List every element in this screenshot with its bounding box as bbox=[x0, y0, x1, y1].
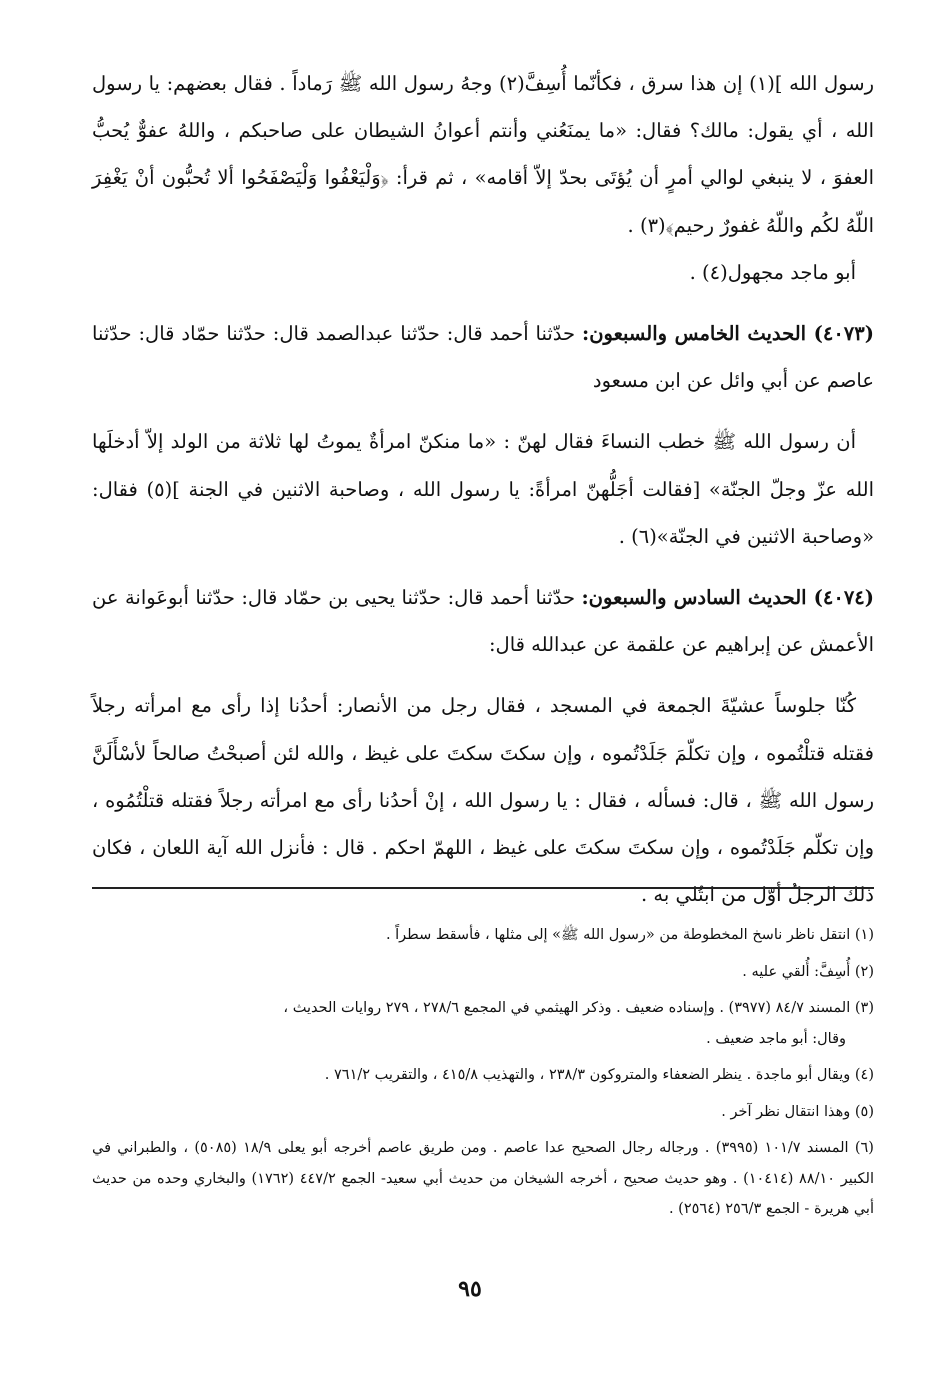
page-number: ٩٥ bbox=[458, 1276, 482, 1302]
footnote-separator bbox=[92, 887, 874, 889]
footnote-5 bbox=[92, 1097, 874, 1128]
footnote-2-text: (٢) أُسِفَّ: أُلقي عليه . bbox=[742, 963, 874, 980]
footnote-4 bbox=[92, 1060, 874, 1091]
paragraph-3: أن رسول الله ﷺ خطب النساءَ فقال لهنّ : «ما منكنّ امرأةٌ يموتُ لها ثلاثة من الولد إلاّ أدخلَها الله عزّ وجلّ الجنّة» [فقالت أجَلُّهنّ امرأةً: يا رسول الله ، وصاحبة الاثنين في الجنة ](٥) فقال: «وصاحبة الاثنين في الجنّة»(٦) . bbox=[92, 430, 874, 548]
hadith-4073-chain: حدّثنا أحمد قال: حدّثنا عبدالصمد قال: حدّثنا حمّاد قال: حدّثنا عاصم عن أبي وائل عن ابن مسعود bbox=[92, 322, 874, 393]
hadith-4074 bbox=[92, 574, 874, 668]
hadith-4073-heading: (٤٠٧٣) الحديث الخامس والسبعون: bbox=[582, 322, 874, 346]
footnote-3-text: (٣) المسند ٨٤/٧ (٣٩٧٧) . وإسناده ضعيف . وذكر الهيثمي في المجمع ٢٧٨/٦ ، ٢٧٩ روايات الحديث ، bbox=[283, 1000, 874, 1016]
footnote-4-text: (٤) ويقال أبو ماجدة . ينظر الضعفاء والمتروكون ٢٣٨/٣ ، والتهذيب ٤١٥/٨ ، والتقريب ٧٦١/٢ . bbox=[324, 1067, 874, 1083]
hadith-4073 bbox=[92, 310, 874, 404]
main-text bbox=[92, 60, 874, 918]
footnote-6-text: (٦) المسند ١٠١/٧ (٣٩٩٥) . ورجاله رجال الصحيح عدا عاصم . ومن طريق عاصم أخرجه أبو يعلى ١٨/٩ (٥٠٨٥) ، والطبراني في الكبير ٨٨/١٠ (١٠٤١٤) . وهو حديث صحيح ، أخرجه الشيخان من حديث أبي سعيد- الجمع ٤٤٧/٢ (١٧٦٢) والبخاري وحده من حديث أبي هريرة - الجمع ٢٥٦/٣ (٢٥٦٤) . bbox=[92, 1140, 874, 1217]
footnote-1 bbox=[92, 920, 874, 951]
footnote-5-text: (٥) وهذا انتقال نظر آخر . bbox=[721, 1103, 874, 1120]
footnotes bbox=[92, 920, 874, 1231]
paragraph-4: كُنّا جلوساً عشيّةَ الجمعة في المسجد ، فقال رجل من الأنصار: أحدُنا إذا رأى مع امرأته رجلاً فقتله قتلْتُموه ، وإن تكلّمَ جَلَدْتُموه ، وإن سكتَ سكتَ على غيظ ، والله لئن أصبحْتُ صالحاً لأسْأَلَنَّ رسول الله ﷺ ، قال: فسأله ، فقال : يا رسول الله ، إنْ أحدُنا رأى مع امرأته رجلاً فقتله قتلْتُمُوه ، وإن تكلّم جَلَدْتُموه ، وإن سكتَ سكتَ على غيظ ، اللهمّ احكم . قال : فأنزل الله آية اللعان ، فكان ذلك الرجلُ أوّل من ابتُلي به . bbox=[92, 694, 874, 907]
hadith-4074-chain: حدّثنا أحمد قال: حدّثنا يحيى بن حمّاد قال: حدّثنا أبوعَوانة عن الأعمش عن إبراهيم عن علقمة عن عبدالله قال: bbox=[92, 586, 874, 657]
paragraph-1: رسول الله ](١) إن هذا سرق ، فكأنّما أُسِفَّ(٢) وجهُ رسول الله ﷺ رَماداً . فقال بعضهم: يا رسول الله ، أي يقول: مالك؟ فقال: «ما يمنَعُني وأنتم أعوانُ الشيطان على صاحبكم ، واللهُ عفوٌّ يُحبُّ العفوَ ، لا ينبغي لوالي أمرٍ أن يُؤتَى بحدّ إلاّ أقامه» ، ثم قرأ: ﴿وَلْيَعْفُوا وَلْيَصْفَحُوا ألا تُحبُّون أنْ يَغْفِرَ اللّهُ لكُم واللّهُ غفورٌ رحيم﴾(٣) . bbox=[92, 72, 874, 237]
footnote-2 bbox=[92, 957, 874, 988]
footnote-3-continuation: وقال: أبو ماجد ضعيف . bbox=[706, 1030, 846, 1047]
footnote-3 bbox=[92, 993, 874, 1054]
footnote-1-text: (١) انتقل ناظر ناسخ المخطوطة من «رسول الله ﷺ» إلى مثلها ، فأسقط سطراً . bbox=[385, 927, 874, 943]
paragraph-2: أبو ماجد مجهول(٤) . bbox=[689, 260, 856, 284]
hadith-4074-heading: (٤٠٧٤) الحديث السادس والسبعون: bbox=[581, 586, 875, 610]
footnote-6 bbox=[92, 1133, 874, 1225]
